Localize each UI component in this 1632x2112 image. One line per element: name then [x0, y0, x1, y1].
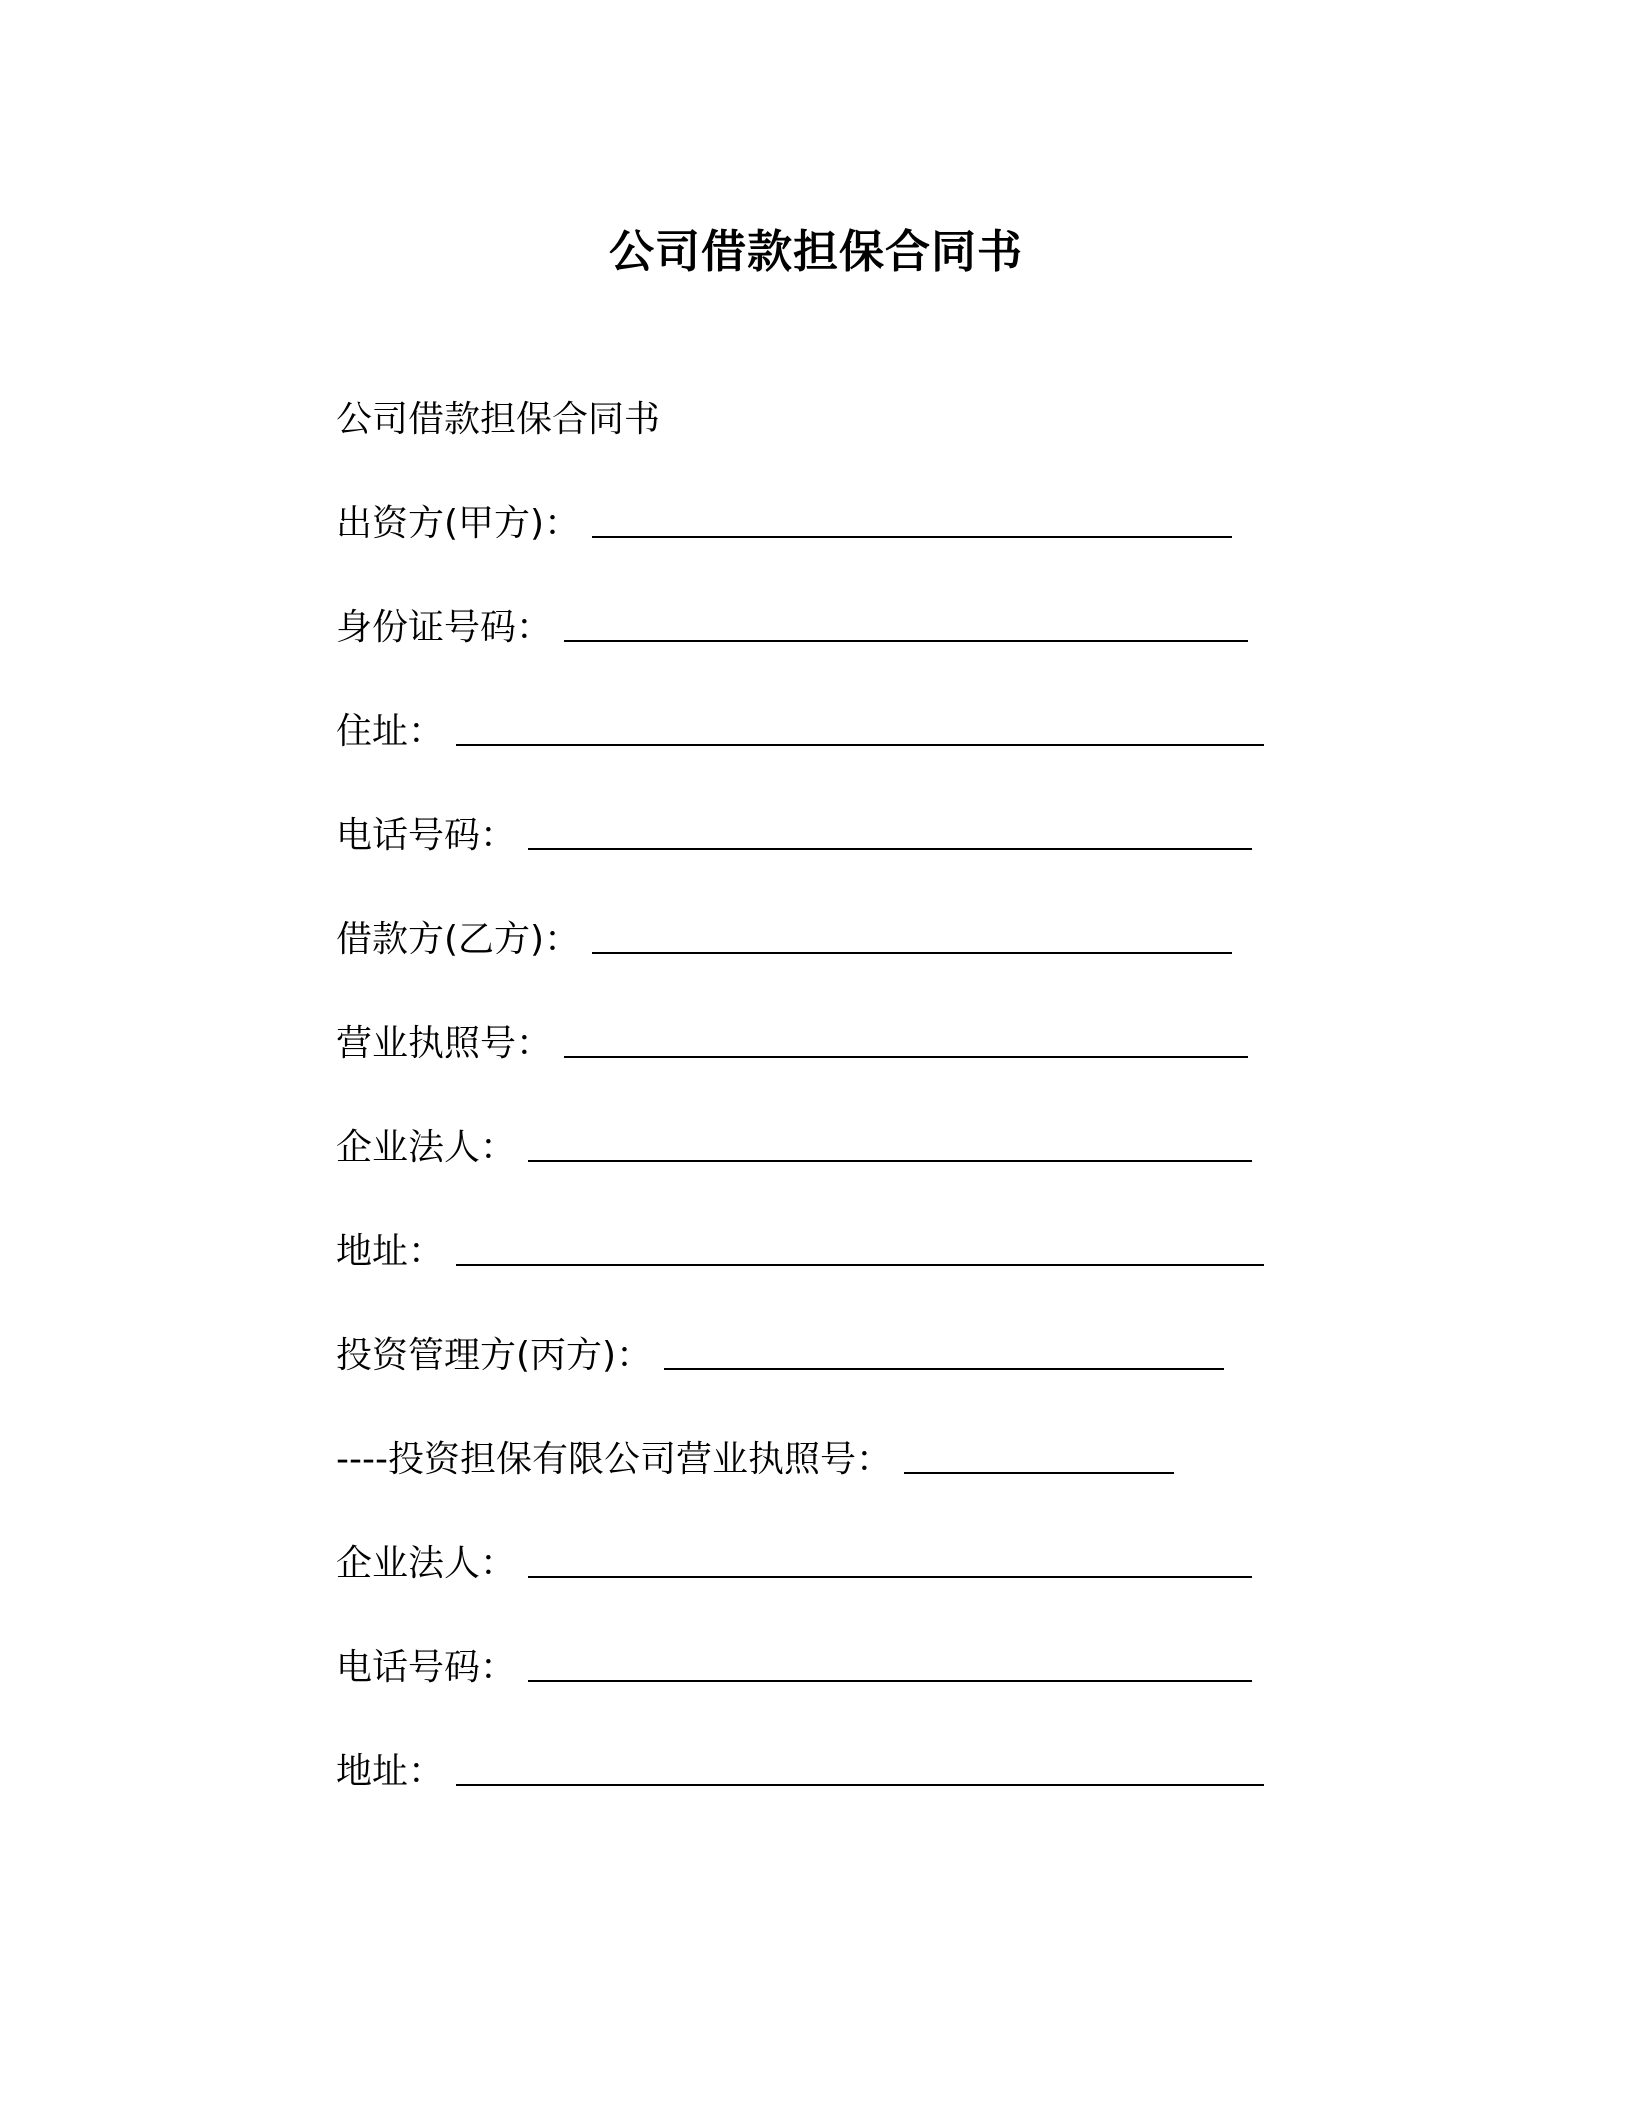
field-label: 身份证号码：: [336, 607, 553, 648]
fill-in-line[interactable]: [456, 1784, 1264, 1786]
field-id-number: [336, 604, 1336, 652]
fill-in-line[interactable]: [528, 1680, 1252, 1682]
field-legal-representative-c: [336, 1540, 1336, 1588]
fill-in-line[interactable]: [456, 744, 1264, 746]
field-label: 投资管理方(丙方)：: [336, 1335, 653, 1376]
field-residence-address: [336, 708, 1336, 756]
field-label: 住址：: [336, 711, 445, 752]
field-label: 地址：: [336, 1231, 445, 1272]
field-label: 出资方(甲方)：: [336, 503, 581, 544]
field-phone-number-a: [336, 812, 1336, 860]
field-label: ----投资担保有限公司营业执照号：: [336, 1439, 892, 1480]
fill-in-line[interactable]: [664, 1368, 1224, 1370]
field-address-b: [336, 1228, 1336, 1276]
field-business-license: [336, 1020, 1336, 1068]
fill-in-line[interactable]: [904, 1472, 1174, 1474]
fill-in-line[interactable]: [528, 1160, 1252, 1162]
document-body: [336, 396, 1336, 1852]
field-phone-number-c: [336, 1644, 1336, 1692]
field-label: 借款方(乙方)：: [336, 919, 581, 960]
field-label: 企业法人：: [336, 1543, 517, 1584]
fill-in-line[interactable]: [528, 1576, 1252, 1578]
field-borrower-party-b: [336, 916, 1336, 964]
field-label: 地址：: [336, 1751, 445, 1792]
field-label: 电话号码：: [336, 815, 517, 856]
fill-in-line[interactable]: [456, 1264, 1264, 1266]
document-title: 公司借款担保合同书: [608, 225, 1023, 278]
fill-in-line[interactable]: [528, 848, 1252, 850]
field-label: 企业法人：: [336, 1127, 517, 1168]
fill-in-line[interactable]: [564, 640, 1248, 642]
field-legal-representative-b: [336, 1124, 1336, 1172]
field-address-c: [336, 1748, 1336, 1796]
field-investor-party-a: [336, 500, 1336, 548]
field-investment-manager-party-c: [336, 1332, 1336, 1380]
document-subtitle: 公司借款担保合同书: [336, 399, 661, 440]
field-guarantee-company-license: [336, 1436, 1336, 1484]
fill-in-line[interactable]: [592, 536, 1232, 538]
fill-in-line[interactable]: [564, 1056, 1248, 1058]
field-label: 营业执照号：: [336, 1023, 553, 1064]
fill-in-line[interactable]: [592, 952, 1232, 954]
field-label: 电话号码：: [336, 1647, 517, 1688]
